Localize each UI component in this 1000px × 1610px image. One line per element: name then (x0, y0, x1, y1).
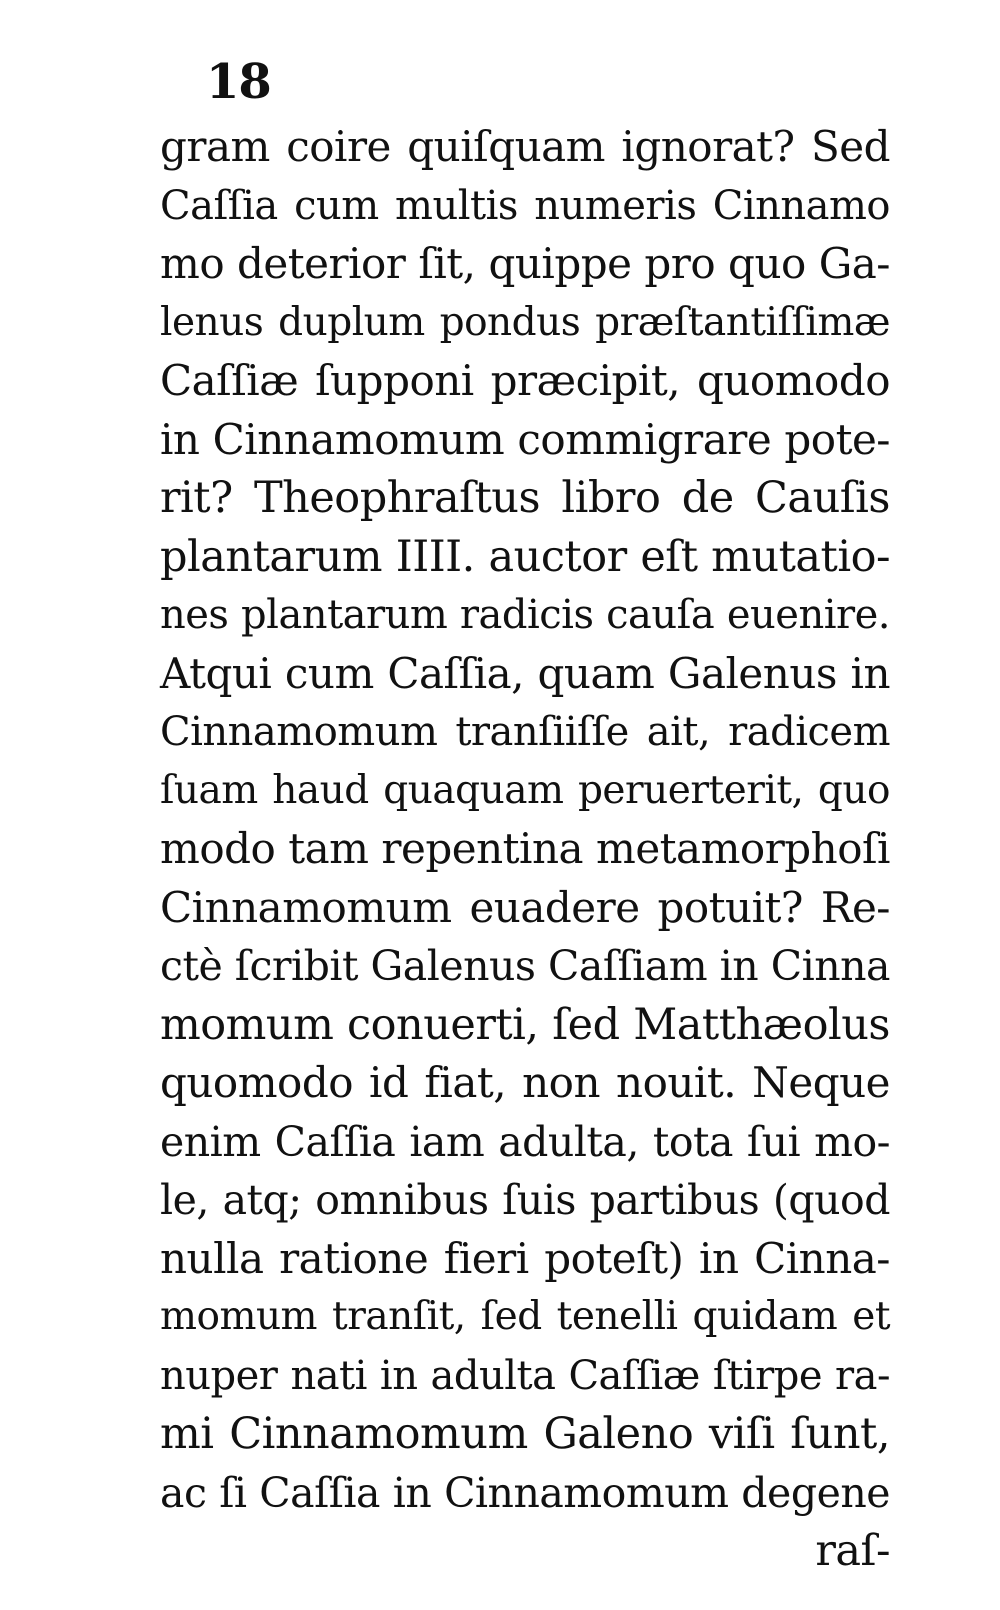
text-line: Cinnamomum euadere potuit? Re- (160, 882, 890, 932)
text-line: Atqui cum Caſſia, quam Galenus in (160, 648, 890, 698)
text-line: plantarum IIII. auctor eſt mutatio- (160, 531, 890, 582)
text-line: enim Caſſia iam adulta, tota ſui mo- (160, 1117, 890, 1166)
text-line: modo tam repentina metamorphoſi (160, 824, 890, 873)
text-line: nulla ratione fieri poteſt) in Cinna- (160, 1233, 890, 1283)
text-line: nuper nati in adulta Caſſiæ ſtirpe ra- (160, 1352, 890, 1399)
text-line: in Cinnamomum commigrare pote- (160, 414, 890, 464)
text-line: mo deterior ſit, quippe pro quo Ga- (160, 239, 890, 288)
text-line: quomodo id fiat, non nouit. Neque (160, 1058, 890, 1107)
text-line: ac ſi Caſſia in Cinnamomum degene (160, 1468, 890, 1517)
text-line: nes plantarum radicis cauſa euenire. (160, 592, 890, 638)
text-line: lenus duplum pondus præſtantiſſimæ (160, 299, 890, 345)
text-line: ſuam haud quaquam peruerterit, quo (160, 767, 890, 813)
text-line: momum tranſit, ſed tenelli quidam et (160, 1294, 890, 1339)
page-number: 18 (206, 54, 271, 110)
text-line: mi Cinnamomum Galeno viſi ſunt, (160, 1409, 890, 1459)
catchword: raſ- (815, 1526, 890, 1576)
text-line: ctè ſcribit Galenus Caſſiam in Cinna (160, 942, 890, 990)
body-text (160, 118, 890, 1581)
text-line: momum conuerti, ſed Matthæolus (160, 999, 890, 1050)
text-line: Cinnamomum tranſiiſſe ait, radicem (160, 709, 890, 755)
text-line: le, atq; omnibus ſuis partibus (quod (160, 1176, 890, 1224)
text-line: Caſſia cum multis numeris Cinnamo (160, 182, 890, 229)
text-line: Caſſiæ ſupponi præcipit, quomodo (160, 356, 890, 405)
text-line: rit? Theophraſtus libro de Cauſis (160, 473, 890, 523)
text-line: gram coire quiſquam ignorat? Sed (160, 122, 890, 171)
